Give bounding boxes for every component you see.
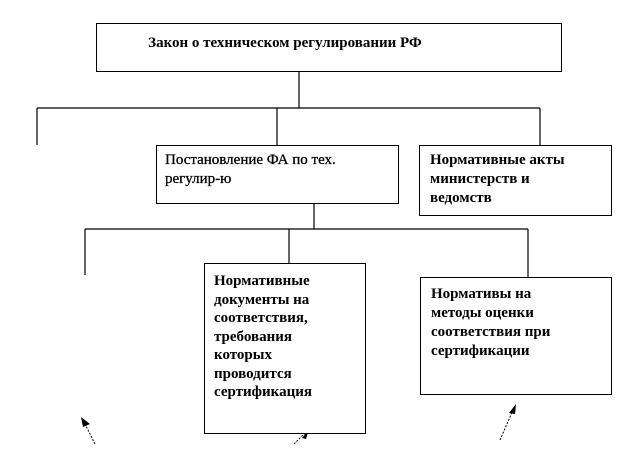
arrow-right-head bbox=[509, 404, 516, 414]
law-box-label: Закон о техническом регулировании РФ bbox=[148, 35, 422, 51]
normative-documents-box bbox=[204, 263, 366, 434]
ministry-acts-box-label: Нормативные акты министерств и ведомств bbox=[430, 152, 565, 206]
normative-methods-box bbox=[420, 277, 612, 395]
arrow-middle-shaft bbox=[294, 433, 305, 444]
normative-documents-box-label: Нормативные документы на соответствия, требования которых проводится сертификация bbox=[214, 273, 312, 400]
decree-box bbox=[156, 145, 399, 204]
ministry-acts-box bbox=[419, 145, 612, 216]
law-box bbox=[96, 23, 562, 72]
decree-box-label: Постановление ФА по тех. регулир-ю bbox=[165, 152, 336, 187]
arrow-left-head bbox=[81, 417, 90, 427]
arrow-left-shaft bbox=[85, 424, 95, 444]
arrow-right-shaft bbox=[500, 410, 513, 440]
normative-methods-box-label: Нормативы на методы оценки соответствия при сертификации bbox=[431, 286, 551, 359]
